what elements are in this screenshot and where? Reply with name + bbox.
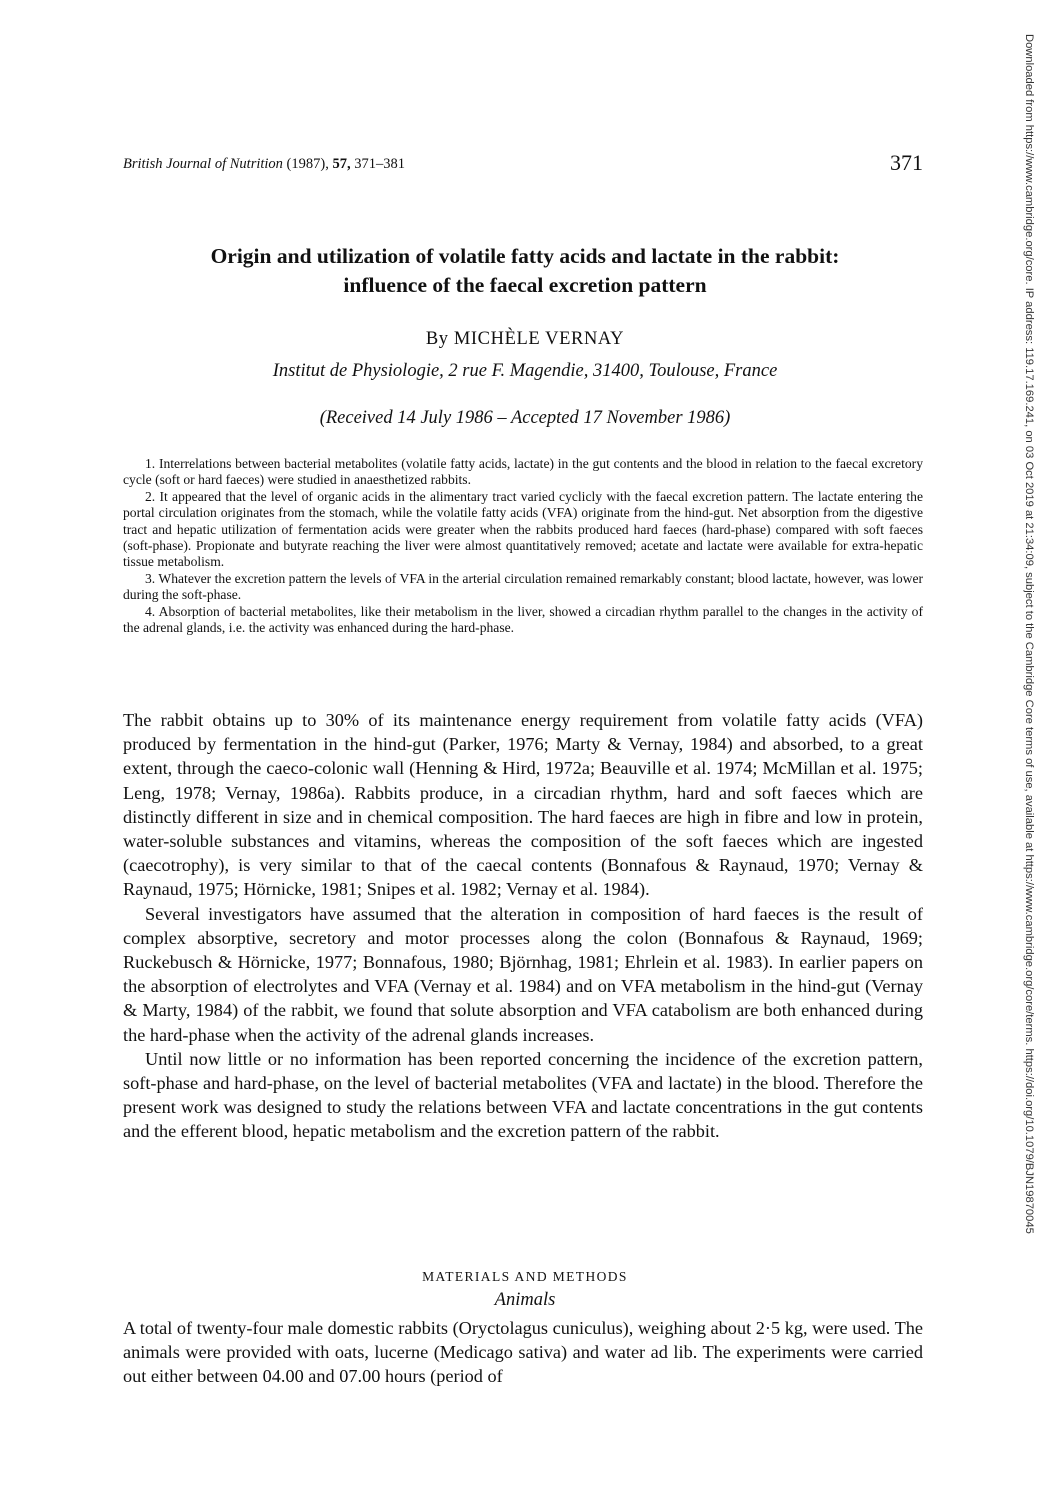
author-line: By MICHÈLE VERNAY — [425, 329, 625, 349]
title-line-2: influence of the faecal excretion pattern — [343, 273, 707, 297]
download-side-note — [1015, 34, 1035, 1454]
introduction — [123, 708, 923, 1144]
abstract-paragraph: 3. Whatever the excretion pattern the levels of VFA in the arterial circulation remained remarkably constant; blood lactate, however, was lower during the soft-phase. — [123, 570, 923, 603]
affiliation: Institut de Physiologie, 2 rue F. Magendie, 31400, Toulouse, France — [272, 361, 778, 381]
title-line-1: Origin and utilization of volatile fatty acids and lactate in the rabbit: — [210, 244, 840, 268]
abstract-paragraph: 2. It appeared that the level of organic acids in the alimentary tract varied cyclicly with the faecal excretion pattern. The lactate entering the portal circulation originates from the stomach, while the volatile fatty acids (VFA) originate from the hind-gut. Net absorption from the digestive tract and hepatic utilization of fermentation acids were greater when the rabbits produced hard faeces (hard-phase) compared with soft faeces (soft-phase). Propionate and butyrate reaching the liver were almost quantitatively removed; acetate and lactate were available for extra-hepatic tissue metabolism. — [123, 488, 923, 570]
received-dates: (Received 14 July 1986 – Accepted 17 November 1986) — [319, 408, 731, 428]
journal-pages: 371–381 — [354, 156, 405, 172]
section-heading: MATERIALS AND METHODS — [422, 1269, 628, 1284]
article-title — [110, 242, 940, 300]
journal-year: (1987), — [286, 156, 329, 172]
abstract-paragraph: 4. Absorption of bacterial metabolites, like their metabolism in the liver, showed a circadian rhythm parallel to the changes in the activity of the adrenal glands, i.e. the activity was enhanced during the hard-phase. — [123, 603, 923, 636]
page-number: 371 — [890, 150, 923, 175]
body-paragraph: Several investigators have assumed that the alteration in composition of hard faeces is the result of complex absorptive, secretory and motor processes along the colon (Bonnafous & Raynaud, 1969; Ruckebusch & Hörnicke, 1977; Bonnafous, 1980; Björnhag, 1981; Ehrlein et al. 1983). In earlier papers on the absorption of electrolytes and VFA (Vernay et al. 1984) and on VFA metabolism in the hind-gut (Vernay & Marty, 1984) of the rabbit, we found that solute absorption and VFA catabolism are both enhanced during the hard-phase when the activity of the adrenal glands increases. — [123, 903, 923, 1045]
download-notice-text: Downloaded from https://www.cambridge.org/core. IP address: 119.17.169.241, on 03 Oct 2019 at 21:34:09, subject to the Cambridge Core terms of use, available at https://www.cambridge.org/core/terms. https://doi.org/10.1079/BJN19870045 — [1023, 34, 1035, 1234]
journal-volume: 57, — [332, 156, 351, 172]
methods-text — [123, 1316, 923, 1389]
subsection-heading: Animals — [494, 1290, 556, 1310]
body-paragraph: Until now little or no information has been reported concerning the incidence of the excretion pattern, soft-phase and hard-phase, on the level of bacterial metabolites (VFA and lactate) in the blood. Therefore the present work was designed to study the relations between VFA and lactate concentrations in the gut contents and the efferent blood, hepatic metabolism and the excretion pattern of the rabbit. — [123, 1048, 923, 1142]
running-head — [123, 156, 405, 173]
body-paragraph: The rabbit obtains up to 30% of its maintenance energy requirement from volatile fatty acids (VFA) produced by fermentation in the hind-gut (Parker, 1976; Marty & Vernay, 1984) and absorbed, to a great extent, through the caeco-colonic wall (Henning & Hird, 1972a; Beauville et al. 1974; McMillan et al. 1975; Leng, 1978; Vernay, 1986a). Rabbits produce, in a circadian rhythm, hard and soft faeces which are distinctly different in size and in chemical composition. The hard faeces are high in fibre and low in protein, water-soluble substances and vitamins, whereas the composition of the soft faeces which are ingested (caecotrophy), is very similar to that of the caecal contents (Bonnafous & Raynaud, 1970; Vernay & Raynaud, 1975; Hörnicke, 1981; Snipes et al. 1982; Vernay et al. 1984). — [123, 710, 923, 900]
body-paragraph: A total of twenty-four male domestic rabbits (Oryctolagus cuniculus), weighing about 2·5 kg, were used. The animals were provided with oats, lucerne (Medicago sativa) and water ad lib. The experiments were carried out either between 04.00 and 07.00 hours (period of — [123, 1318, 923, 1387]
abstract-paragraph: 1. Interrelations between bacterial metabolites (volatile fatty acids, lactate) in the gut contents and the blood in relation to the faecal excretory cycle (soft or hard faeces) were studied in anaesthetized rabbits. — [123, 456, 923, 488]
abstract — [123, 456, 923, 636]
journal-name: British Journal of Nutrition — [123, 156, 283, 172]
